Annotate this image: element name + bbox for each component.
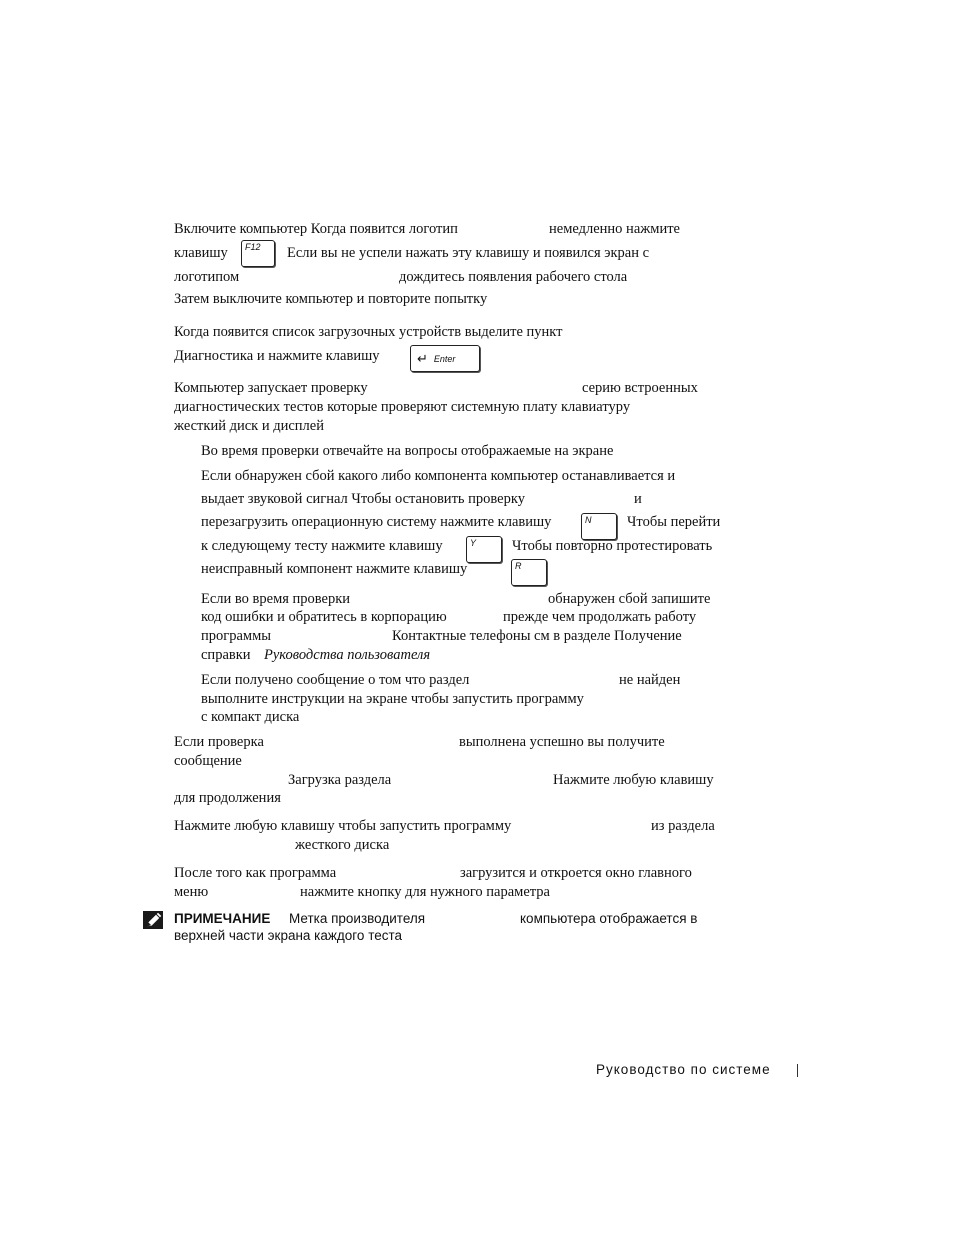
text-line: клавишу	[174, 245, 228, 261]
text-line: и	[634, 491, 642, 507]
f12-key-icon: F12	[241, 240, 275, 267]
text-line: программы	[201, 628, 271, 644]
note-text: верхней части экрана каждого теста	[174, 928, 403, 943]
text-line: с компакт диска	[201, 709, 300, 725]
text-line: прежде чем продолжать работу	[503, 609, 697, 625]
r-key-icon: R	[511, 559, 547, 586]
text-line: код ошибки и обратитесь в корпорацию	[201, 609, 447, 625]
text-line: сообщение	[174, 753, 242, 769]
text-line: Нажмите любую клавишу	[553, 772, 714, 788]
text-line: к следующему тесту нажмите клавишу	[201, 538, 443, 554]
text-line: жесткий диск и дисплей	[174, 418, 324, 434]
text-line: дождитесь появления рабочего стола	[399, 269, 628, 285]
enter-key-icon	[410, 345, 480, 372]
text-line: диагностических тестов которые проверяют системную плату клавиатуру	[174, 399, 631, 415]
text-line: Если проверка	[174, 734, 264, 750]
text-line: выполнена успешно вы получите	[459, 734, 665, 750]
text-line: После того как программа	[174, 865, 337, 881]
note-text: Метка производителя	[289, 911, 426, 926]
text-line: меню	[174, 884, 209, 900]
text-line: Чтобы повторно протестировать	[512, 538, 713, 554]
text-line: Компьютер запускает проверку	[174, 380, 368, 396]
text-line: выполните инструкции на экране чтобы запустить программу	[201, 691, 584, 707]
y-key-icon: Y	[466, 536, 502, 563]
text-line: справки	[201, 647, 251, 663]
note-label: ПРИМЕЧАНИЕ	[174, 911, 271, 926]
text-line: Когда появится список загрузочных устройств выделите пункт	[174, 324, 563, 340]
n-key-icon: N	[581, 513, 617, 540]
manual-title: Руководства пользователя	[264, 647, 431, 663]
note-text: компьютера отображается в	[520, 911, 698, 926]
text-line: Контактные телефоны см в разделе Получение	[392, 628, 682, 644]
text-line: перезагрузить операционную систему нажмите клавишу	[201, 514, 552, 530]
text-line: Затем выключите компьютер и повторите попытку	[174, 291, 488, 307]
text-line: Если вы не успели нажать эту клавишу и появился экран с	[287, 245, 650, 261]
text-line: Чтобы перейти	[627, 514, 721, 530]
text-line: немедленно нажмите	[549, 221, 680, 237]
text-line: Включите компьютер Когда появится логотип	[174, 221, 458, 237]
enter-key-label: Enter	[433, 353, 456, 364]
return-arrow-icon: ↵	[417, 350, 428, 366]
text-line: жесткого диска	[295, 837, 390, 853]
text-line: Если во время проверки	[201, 591, 351, 607]
text-line: Диагностика и нажмите клавишу	[174, 348, 380, 364]
text-line: Если обнаружен сбой какого либо компонента компьютер останавливается и	[201, 468, 676, 484]
text-line: Во время проверки отвечайте на вопросы отображаемые на экране	[201, 443, 614, 459]
note-pencil-icon	[143, 910, 165, 930]
text-line: для продолжения	[174, 790, 281, 806]
text-line: логотипом	[174, 269, 240, 285]
text-line: обнаружен сбой запишите	[548, 591, 711, 607]
text-line: Если получено сообщение о том что раздел	[201, 672, 470, 688]
footer-title: Руководство по системе	[596, 1062, 771, 1077]
text-line: неисправный компонент нажмите клавишу	[201, 561, 468, 577]
text-line: выдает звуковой сигнал Чтобы остановить проверку	[201, 491, 525, 507]
text-line: серию встроенных	[582, 380, 698, 396]
text-line: нажмите кнопку для нужного параметра	[300, 884, 550, 900]
text-line: не найден	[619, 672, 681, 688]
text-line: Нажмите любую клавишу чтобы запустить программу	[174, 818, 512, 834]
footer-divider	[797, 1064, 798, 1077]
text-line: Загрузка раздела	[288, 772, 392, 788]
text-line: из раздела	[651, 818, 715, 834]
text-line: загрузится и откроется окно главного	[460, 865, 692, 881]
